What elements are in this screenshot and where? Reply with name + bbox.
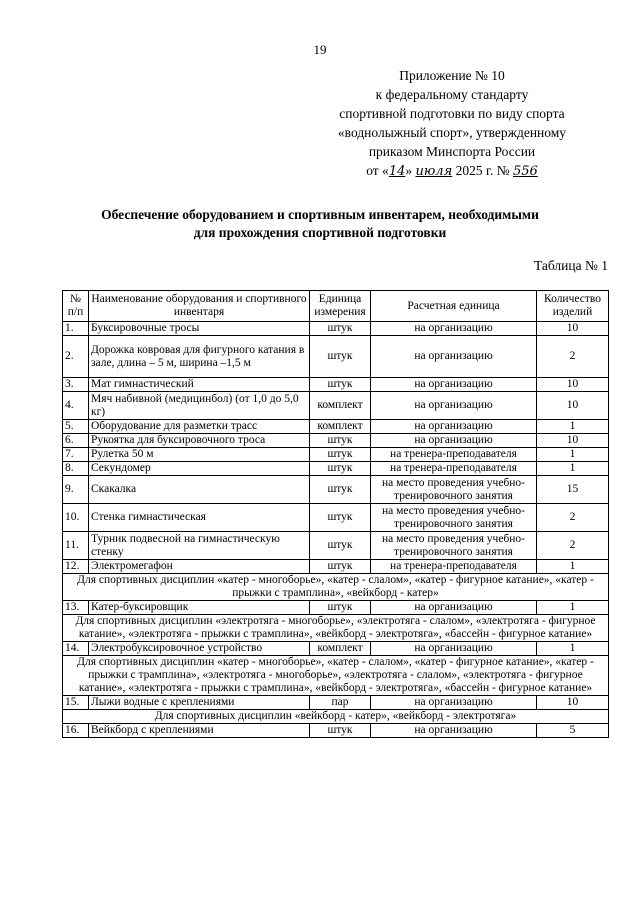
table-row xyxy=(63,532,609,560)
appendix-line-2: к федеральному стандарту xyxy=(375,87,529,102)
table-row xyxy=(63,392,609,420)
cell-num: 11. xyxy=(63,532,89,560)
section-heading-1: Для спортивных дисциплин «катер - многоборье», «катер - слалом», «катер - фигурное катание», «катер - прыжки с трамплина», «вейкборд - катер» xyxy=(63,574,609,601)
cell-calc: на организацию xyxy=(371,696,537,710)
table-label: Таблица № 1 xyxy=(534,258,608,273)
cell-name: Вейкборд с креплениями xyxy=(89,724,310,738)
handwritten-month: июля xyxy=(415,164,453,179)
cell-name: Секундомер xyxy=(89,462,310,476)
cell-calc: на организацию xyxy=(371,378,537,392)
cell-calc: на место проведения учебно-тренировочного занятия xyxy=(371,532,537,560)
cell-num: 12. xyxy=(63,560,89,574)
cell-qty: 10 xyxy=(537,696,609,710)
cell-name: Электробуксировочное устройство xyxy=(89,642,310,656)
cell-name: Стенка гимнастическая xyxy=(89,504,310,532)
cell-calc: на организацию xyxy=(371,336,537,378)
cell-qty: 2 xyxy=(537,532,609,560)
cell-calc: на организацию xyxy=(371,434,537,448)
cell-unit: штук xyxy=(310,532,371,560)
cell-calc: на организацию xyxy=(371,642,537,656)
cell-qty: 10 xyxy=(537,378,609,392)
cell-num: 14. xyxy=(63,642,89,656)
cell-qty: 1 xyxy=(537,560,609,574)
cell-num: 1. xyxy=(63,322,89,336)
cell-qty: 2 xyxy=(537,504,609,532)
cell-qty: 2 xyxy=(537,336,609,378)
table-row xyxy=(63,462,609,476)
cell-qty: 1 xyxy=(537,601,609,615)
cell-num: 4. xyxy=(63,392,89,420)
handwritten-order-number: 556 xyxy=(512,164,538,179)
table-row xyxy=(63,476,609,504)
title-line-2: для прохождения спортивной подготовки xyxy=(193,225,447,240)
table-header-row xyxy=(63,291,609,322)
cell-unit: штук xyxy=(310,476,371,504)
cell-num: 8. xyxy=(63,462,89,476)
cell-num: 3. xyxy=(63,378,89,392)
cell-unit: штук xyxy=(310,462,371,476)
cell-qty: 10 xyxy=(537,322,609,336)
table-row xyxy=(63,601,609,615)
cell-name: Электромегафон xyxy=(89,560,310,574)
cell-unit: штук xyxy=(310,336,371,378)
appendix-line-4: «воднолыжный спорт», утвержденному xyxy=(337,125,567,140)
title-line-1: Обеспечение оборудованием и спортивным инвентарем, необходимыми xyxy=(101,207,539,222)
appendix-block xyxy=(302,66,602,181)
cell-name: Мяч набивной (медицинбол) (от 1,0 до 5,0 кг) xyxy=(89,392,310,420)
cell-num: 15. xyxy=(63,696,89,710)
table-row xyxy=(63,420,609,434)
table-row xyxy=(63,434,609,448)
cell-qty: 15 xyxy=(537,476,609,504)
cell-name: Скакалка xyxy=(89,476,310,504)
cell-calc: на организацию xyxy=(371,601,537,615)
table-row xyxy=(63,724,609,738)
cell-num: 9. xyxy=(63,476,89,504)
cell-name: Катер-буксировщик xyxy=(89,601,310,615)
cell-calc: на тренера-преподавателя xyxy=(371,560,537,574)
table-row xyxy=(63,504,609,532)
cell-num: 7. xyxy=(63,448,89,462)
cell-calc: на организацию xyxy=(371,724,537,738)
cell-name: Буксировочные тросы xyxy=(89,322,310,336)
cell-unit: штук xyxy=(310,322,371,336)
section-row xyxy=(63,574,609,601)
cell-unit: штук xyxy=(310,434,371,448)
cell-calc: на тренера-преподавателя xyxy=(371,462,537,476)
cell-qty: 10 xyxy=(537,392,609,420)
page-number: 19 xyxy=(313,42,327,57)
cell-unit: штук xyxy=(310,560,371,574)
cell-unit: штук xyxy=(310,601,371,615)
cell-calc: на организацию xyxy=(371,322,537,336)
cell-calc: на тренера-преподавателя xyxy=(371,448,537,462)
cell-num: 10. xyxy=(63,504,89,532)
table-row xyxy=(63,696,609,710)
cell-unit: штук xyxy=(310,378,371,392)
cell-unit: штук xyxy=(310,724,371,738)
cell-unit: штук xyxy=(310,504,371,532)
appendix-line-5: приказом Минспорта России xyxy=(368,144,536,159)
header-num: № п/п xyxy=(63,291,89,322)
date-year: 2025 г. № xyxy=(455,163,510,178)
cell-calc: на место проведения учебно-тренировочного занятия xyxy=(371,504,537,532)
cell-name: Мат гимнастический xyxy=(89,378,310,392)
header-qty: Количество изделий xyxy=(537,291,609,322)
cell-qty: 1 xyxy=(537,420,609,434)
cell-qty: 1 xyxy=(537,462,609,476)
table-row xyxy=(63,378,609,392)
cell-qty: 5 xyxy=(537,724,609,738)
cell-name: Дорожка ковровая для фигурного катания в зале, длина – 5 м, ширина –1,5 м xyxy=(89,336,310,378)
section-row xyxy=(63,710,609,724)
table-row xyxy=(63,642,609,656)
handwritten-day: 14 xyxy=(388,164,406,179)
appendix-date-line xyxy=(302,161,602,181)
cell-qty: 1 xyxy=(537,448,609,462)
cell-name: Оборудование для разметки трасс xyxy=(89,420,310,434)
cell-num: 16. xyxy=(63,724,89,738)
cell-name: Турник подвесной на гимнастическую стенку xyxy=(89,532,310,560)
cell-num: 6. xyxy=(63,434,89,448)
cell-name: Лыжи водные с креплениями xyxy=(89,696,310,710)
cell-name: Рукоятка для буксировочного троса xyxy=(89,434,310,448)
cell-unit: пар xyxy=(310,696,371,710)
cell-unit: комплект xyxy=(310,392,371,420)
appendix-line-3: спортивной подготовки по виду спорта xyxy=(339,106,565,121)
header-calc: Расчетная единица xyxy=(371,291,537,322)
cell-num: 5. xyxy=(63,420,89,434)
cell-calc: на организацию xyxy=(371,420,537,434)
header-name: Наименование оборудования и спортивного инвентаря xyxy=(89,291,310,322)
section-row xyxy=(63,656,609,696)
cell-unit: комплект xyxy=(310,420,371,434)
equipment-table xyxy=(62,290,609,738)
cell-num: 2. xyxy=(63,336,89,378)
section-heading-2: Для спортивных дисциплин «электротяга - многоборье», «электротяга - слалом», «электротяга - фигурное катание», «электротяга - прыжки с трамплина», «вейкборд - электротяга», «бассейн - фигурное катание» xyxy=(63,615,609,642)
cell-num: 13. xyxy=(63,601,89,615)
cell-unit: комплект xyxy=(310,642,371,656)
cell-calc: на организацию xyxy=(371,392,537,420)
section-heading-4: Для спортивных дисциплин «вейкборд - катер», «вейкборд - электротяга» xyxy=(63,710,609,724)
cell-qty: 10 xyxy=(537,434,609,448)
table-row xyxy=(63,322,609,336)
document-title xyxy=(40,206,600,242)
cell-unit: штук xyxy=(310,448,371,462)
header-unit: Единица измерения xyxy=(310,291,371,322)
cell-calc: на место проведения учебно-тренировочного занятия xyxy=(371,476,537,504)
table-row xyxy=(63,448,609,462)
date-mid: » xyxy=(405,163,413,178)
table-row xyxy=(63,336,609,378)
cell-qty: 1 xyxy=(537,642,609,656)
section-row xyxy=(63,615,609,642)
appendix-line-1: Приложение № 10 xyxy=(399,68,505,83)
table-row xyxy=(63,560,609,574)
cell-name: Рулетка 50 м xyxy=(89,448,310,462)
section-heading-3: Для спортивных дисциплин «катер - многоборье», «катер - слалом», «катер - фигурное катание», «катер - прыжки с трамплина», «электротяга - многоборье», «электротяга - слалом», «электротяга - фигурное катание», «электротяга - прыжки с трамплина», «вейкборд - электротяга», «бассейн - фигурное катание» xyxy=(63,656,609,696)
date-prefix: от « xyxy=(366,163,389,178)
